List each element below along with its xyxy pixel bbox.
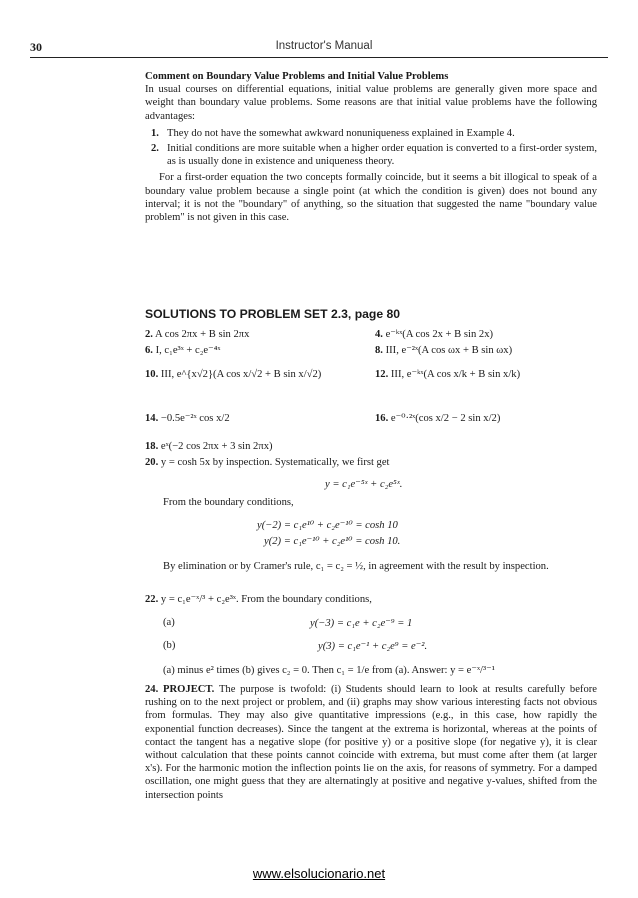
- solution-text: y = cosh 5x by inspection. Systematically, we first get: [160, 457, 390, 468]
- running-head: Instructor's Manual: [275, 40, 373, 52]
- answer-text: eˣ(−2 cos 2πx + 3 sin 2πx): [160, 441, 273, 452]
- answer-text: A cos 2πx + B sin 2πx: [155, 329, 250, 340]
- equation-label-a: (a): [163, 617, 175, 628]
- footer-link[interactable]: www.elsolucionario.net: [252, 866, 386, 881]
- answer-item: [375, 328, 493, 341]
- answer-number: 4.: [375, 329, 383, 340]
- answer-item: [375, 344, 512, 357]
- equation-b: y(3) = c₁e⁻¹ + c₂e⁹ = e⁻².: [318, 641, 428, 652]
- equation-label-b: (b): [163, 640, 176, 651]
- project-text: The purpose is twofold: (i) Students should learn to look at results carefully before rushing on to the next project or problem, and (ii) graphs may show various interesting facts not obvious from formulas. They may also give quantitative impressions (e.g., in this case, how rapidly the exponential function decreases). Since the tangent at the extrema is horizontal, whereas at the points of contact the tangent has a negative slope (for positive y) or a positive slope (for negative y), it is clear without calculation that these points cannot coincide with extrema, but must come after them (at larger x's). For the harmonic motion the inflection points lie on the axis, for reasons of symmetry. For a damped oscillation, one might guess that they are alternatingly at positive and negative y-values, shifted from the intersection points: [145, 684, 597, 801]
- solution-20-conclusion: By elimination or by Cramer's rule, c₁ = c₂ = ½, in agreement with the result by inspection.: [163, 561, 549, 572]
- comment-section: [145, 70, 597, 224]
- list-item: [145, 127, 597, 140]
- comment-intro: In usual courses on differential equations, initial value problems are generally given more space and weight than boundary value problems. Some reasons are that initial value problems have the following advantages:: [145, 84, 597, 122]
- problem-number: 22.: [145, 594, 159, 605]
- boundary-equation-2: y(2) = c₁e⁻¹⁰ + c₂e¹⁰ = cosh 10.: [264, 536, 401, 547]
- comment-paragraph: For a first-order equation the two concepts formally coincide, but it seems a bit illogical to speak of a boundary value problem because a single point (at which the condition is given) does not bound any interval; it is not the "boundary" of anything, so the situation that suggested the name "boundary value problem" is not given in this case.: [145, 172, 597, 224]
- problem-number: 20.: [145, 457, 159, 468]
- answer-number: 10.: [145, 369, 159, 380]
- list-item-number: 2.: [151, 143, 159, 155]
- answer-item: [145, 344, 221, 357]
- problem-number: 24.: [145, 684, 159, 695]
- solution-22: [145, 593, 597, 606]
- solution-22-result: (a) minus e² times (b) gives c₂ = 0. Then c₁ = 1/e from (a). Answer: y = e⁻ˣ/³⁻¹: [163, 665, 495, 676]
- solution-24: [145, 683, 597, 802]
- list-item-text: They do not have the somewhat awkward nonuniqueness explained in Example 4.: [167, 127, 515, 139]
- answer-text: III, e^{x√2}(A cos x/√2 + B sin x/√2): [160, 369, 322, 380]
- equation-a: y(−3) = c₁e + c₂e⁻⁹ = 1: [310, 618, 413, 629]
- answer-item: [145, 368, 321, 381]
- answer-text: −0.5e⁻²ˣ cos x/2: [160, 413, 230, 424]
- answer-number: 2.: [145, 329, 153, 340]
- answer-item: [145, 412, 230, 425]
- answer-item: [145, 328, 249, 341]
- boundary-equation-1: y(−2) = c₁e¹⁰ + c₂e⁻¹⁰ = cosh 10: [257, 520, 398, 531]
- list-item: [145, 142, 597, 168]
- answer-item: [375, 412, 500, 425]
- answer-item: [145, 440, 273, 453]
- solution-text: y = c₁e⁻ˣ/³ + c₂e³ˣ. From the boundary conditions,: [160, 594, 372, 605]
- boundary-intro: From the boundary conditions,: [163, 497, 294, 508]
- answer-number: 12.: [375, 369, 389, 380]
- answer-text: III, e⁻²ˣ(A cos ωx + B sin ωx): [385, 345, 513, 356]
- list-item-number: 1.: [151, 127, 159, 139]
- comment-heading: Comment on Boundary Value Problems and Initial Value Problems: [145, 71, 449, 82]
- answer-text: III, e⁻ᵏˣ(A cos x/k + B sin x/k): [390, 369, 521, 380]
- answer-number: 18.: [145, 441, 159, 452]
- header-rule: [30, 57, 608, 58]
- project-label: PROJECT.: [163, 684, 215, 695]
- answer-text: I, c₁e³ˣ + c₂e⁻⁴ˣ: [155, 345, 221, 356]
- solutions-heading: SOLUTIONS TO PROBLEM SET 2.3, page 80: [145, 307, 401, 321]
- page-header: [30, 40, 618, 56]
- general-solution-equation: y = c₁e⁻⁵ˣ + c₂e⁵ˣ.: [325, 479, 403, 490]
- answer-number: 14.: [145, 413, 159, 424]
- answer-number: 8.: [375, 345, 383, 356]
- answer-text: e⁻⁰·²ˣ(cos x/2 − 2 sin x/2): [390, 413, 501, 424]
- solution-20: [145, 456, 597, 469]
- advantages-list: [145, 127, 597, 169]
- page-number: 30: [30, 40, 42, 54]
- answer-text: e⁻ᵏˣ(A cos 2x + B sin 2x): [385, 329, 494, 340]
- list-item-text: Initial conditions are more suitable when a higher order equation is converted to a first-order system, as is usually done in existence and uniqueness theory.: [167, 143, 597, 168]
- answer-item: [375, 368, 520, 381]
- answer-number: 6.: [145, 345, 153, 356]
- answer-number: 16.: [375, 413, 389, 424]
